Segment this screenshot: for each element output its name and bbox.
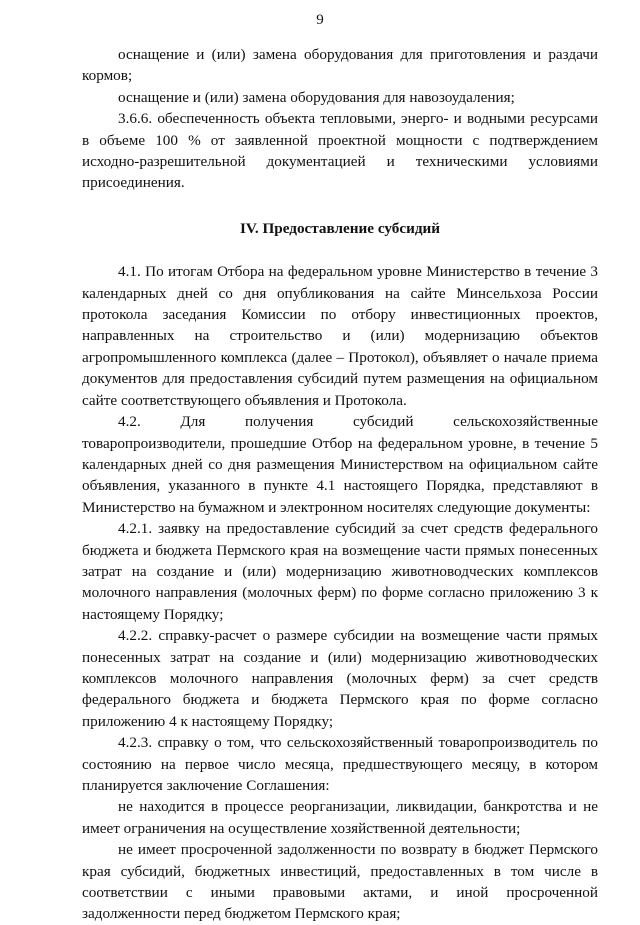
paragraph-4-1: 4.1. По итогам Отбора на федеральном уровне Министерство в течение 3 календарных дней со дня опубликования на сайте Минсельхоза России протокола заседания Комиссии по отбору инвестиционных проектов, направленных на строительство и (или) модернизацию объектов агропромышленного комплекса (далее – Протокол), объявляет о начале приема документов для предоставления субсидий путем размещения на официальном сайте соответствующего объявления и Протокола. — [82, 263, 598, 409]
paragraph-4-2-1: 4.2.1. заявку на предоставление субсидий за счет средств федерального бюджета и бюджета Пермского края на возмещение части прямых понесенных затрат на создание и (или) модернизацию животноводческих комплексов молочного направления (молочных ферм) по форме согласно приложению 3 к настоящему Порядку; — [82, 520, 598, 623]
page-number: 9 — [316, 12, 324, 28]
paragraph-no-reorganization: не находится в процессе реорганизации, ликвидации, банкротства и не имеет ограничения на осуществление хозяйственной деятельности; — [82, 798, 598, 837]
paragraph-feeding-equipment: оснащение и (или) замена оборудования для приготовления и раздачи кормов; — [82, 46, 598, 85]
paragraph-4-2-2: 4.2.2. справку-расчет о размере субсидии на возмещение части прямых понесенных затрат на создание и (или) модернизацию животноводческих комплексов молочного направления (молочных ферм) за счет средств федерального бюджета и бюджета Пермского края по форме согласно приложению 4 к настоящему Порядку; — [82, 627, 598, 730]
paragraph-manure-equipment: оснащение и (или) замена оборудования для навозоудаления; — [118, 88, 515, 106]
paragraph-4-2-3: 4.2.3. справку о том, что сельскохозяйственный товаропроизводитель по состоянию на первое число месяца, предшествующего месяцу, в котором планируется заключение Соглашения: — [82, 734, 598, 794]
paragraph-4-2: 4.2. Для получения субсидий сельскохозяйственные товаропроизводители, прошедшие Отбор на федеральном уровне, в течение 5 календарных дней со дня размещения Министерством на официальном сайте объявления, указанного в пункте 4.1 настоящего Порядка, представляют в Министерство на бумажном и электронном носителях следующие документы: — [82, 413, 598, 516]
section-heading: IV. Предоставление субсидий — [239, 219, 441, 237]
document-body — [82, 44, 598, 925]
paragraph-no-overdue-debt: не имеет просроченной задолженности по возврату в бюджет Пермского края субсидий, бюджетных инвестиций, предоставленных в том числе в соответствии с иными правовыми актами, и иной просроченной задолженности перед бюджетом Пермского края; — [82, 841, 598, 923]
paragraph-3-6-6: 3.6.6. обеспеченность объекта тепловыми, энерго- и водными ресурсами в объеме 100 % от заявленной проектной мощности с подтверждением исходно-разрешительной документацией и техническими условиями присоединения. — [82, 110, 598, 192]
